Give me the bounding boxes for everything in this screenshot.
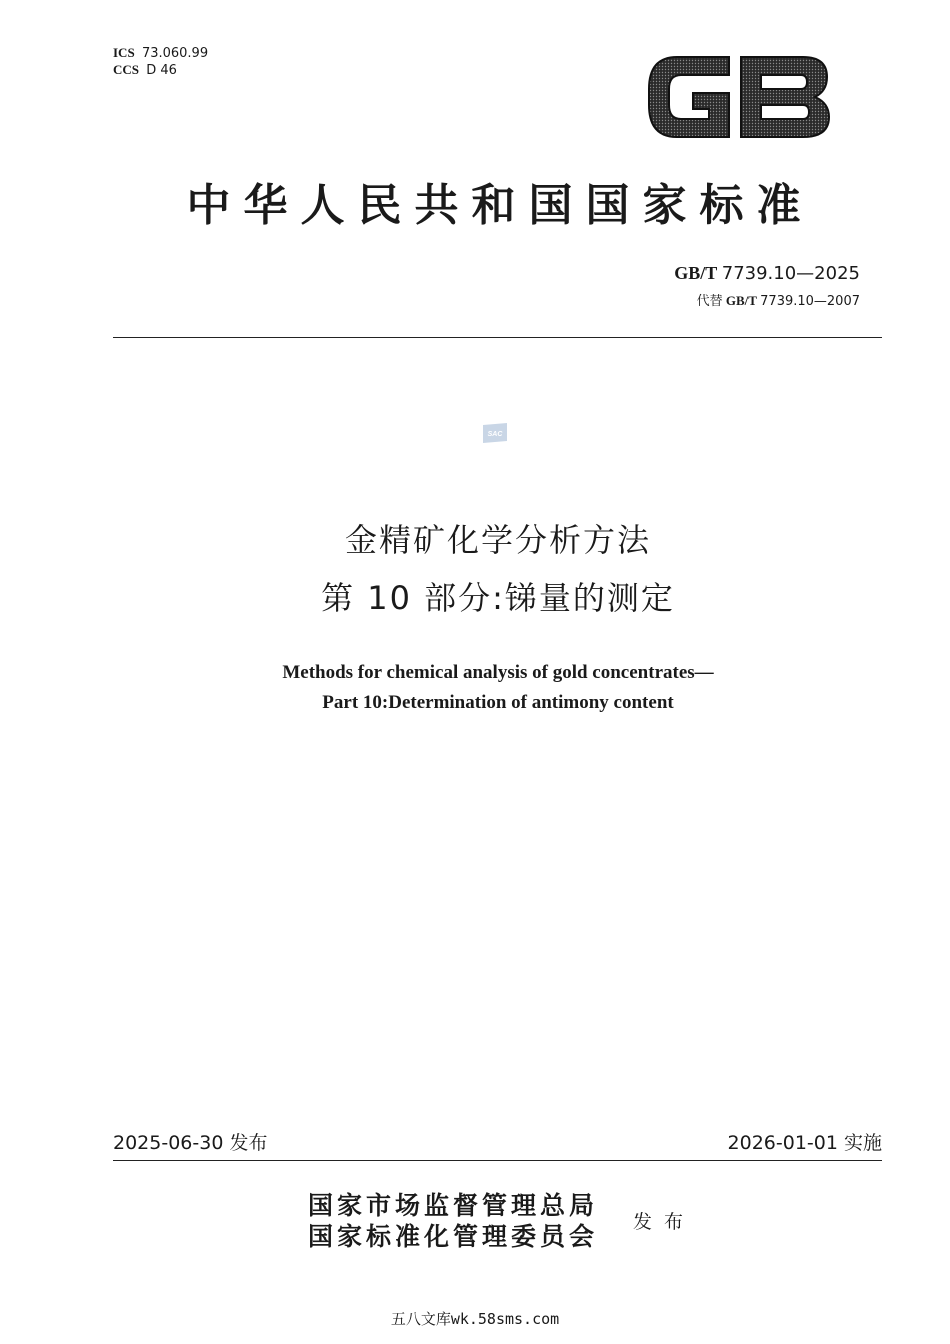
ccs-value: D 46 <box>146 63 177 78</box>
title-english-line2: Part 10:Determination of antimony content <box>322 692 674 713</box>
standard-number-prefix: GB/T <box>674 263 718 283</box>
issuer-samr: 国家市场监督管理总局 <box>308 1191 599 1220</box>
standard-number-value: 7739.10—2025 <box>721 263 860 284</box>
svg-text:SAC: SAC <box>487 431 503 438</box>
ics-value: 73.060.99 <box>141 46 209 61</box>
sac-watermark-icon <box>480 421 510 445</box>
replaces-label: 代替 <box>696 294 723 309</box>
title-english-line1: Methods for chemical analysis of gold concentrates— <box>282 662 714 683</box>
publish-label: 发布 <box>633 1211 696 1233</box>
issue-date: 2025-06-30 发布 <box>113 1132 268 1154</box>
ccs-label: CCS <box>113 62 140 77</box>
issuer-sac: 国家标准化管理委员会 <box>308 1222 599 1251</box>
gb-logo-text: GB <box>643 47 645 48</box>
footer-divider <box>113 1160 882 1161</box>
title-chinese-line2: 第 10 部分:锑量的测定 <box>321 579 675 617</box>
ics-label: ICS <box>113 45 135 60</box>
footer-watermark: 五八文库wk.58sms.com <box>390 1310 560 1328</box>
ics-code <box>113 44 208 62</box>
ccs-code <box>113 61 177 79</box>
standard-number <box>674 262 860 285</box>
title-chinese-line1: 金精矿化学分析方法 <box>344 521 651 559</box>
replaces-standard <box>697 292 860 310</box>
header-divider <box>113 337 882 338</box>
replaces-prefix: GB/T <box>725 293 757 308</box>
replaces-number: 7739.10—2007 <box>760 294 860 309</box>
implementation-date: 2026-01-01 实施 <box>727 1132 882 1154</box>
national-standard-title: 中华人民共和国国家标准 <box>186 180 814 231</box>
gb-logo <box>643 47 833 145</box>
